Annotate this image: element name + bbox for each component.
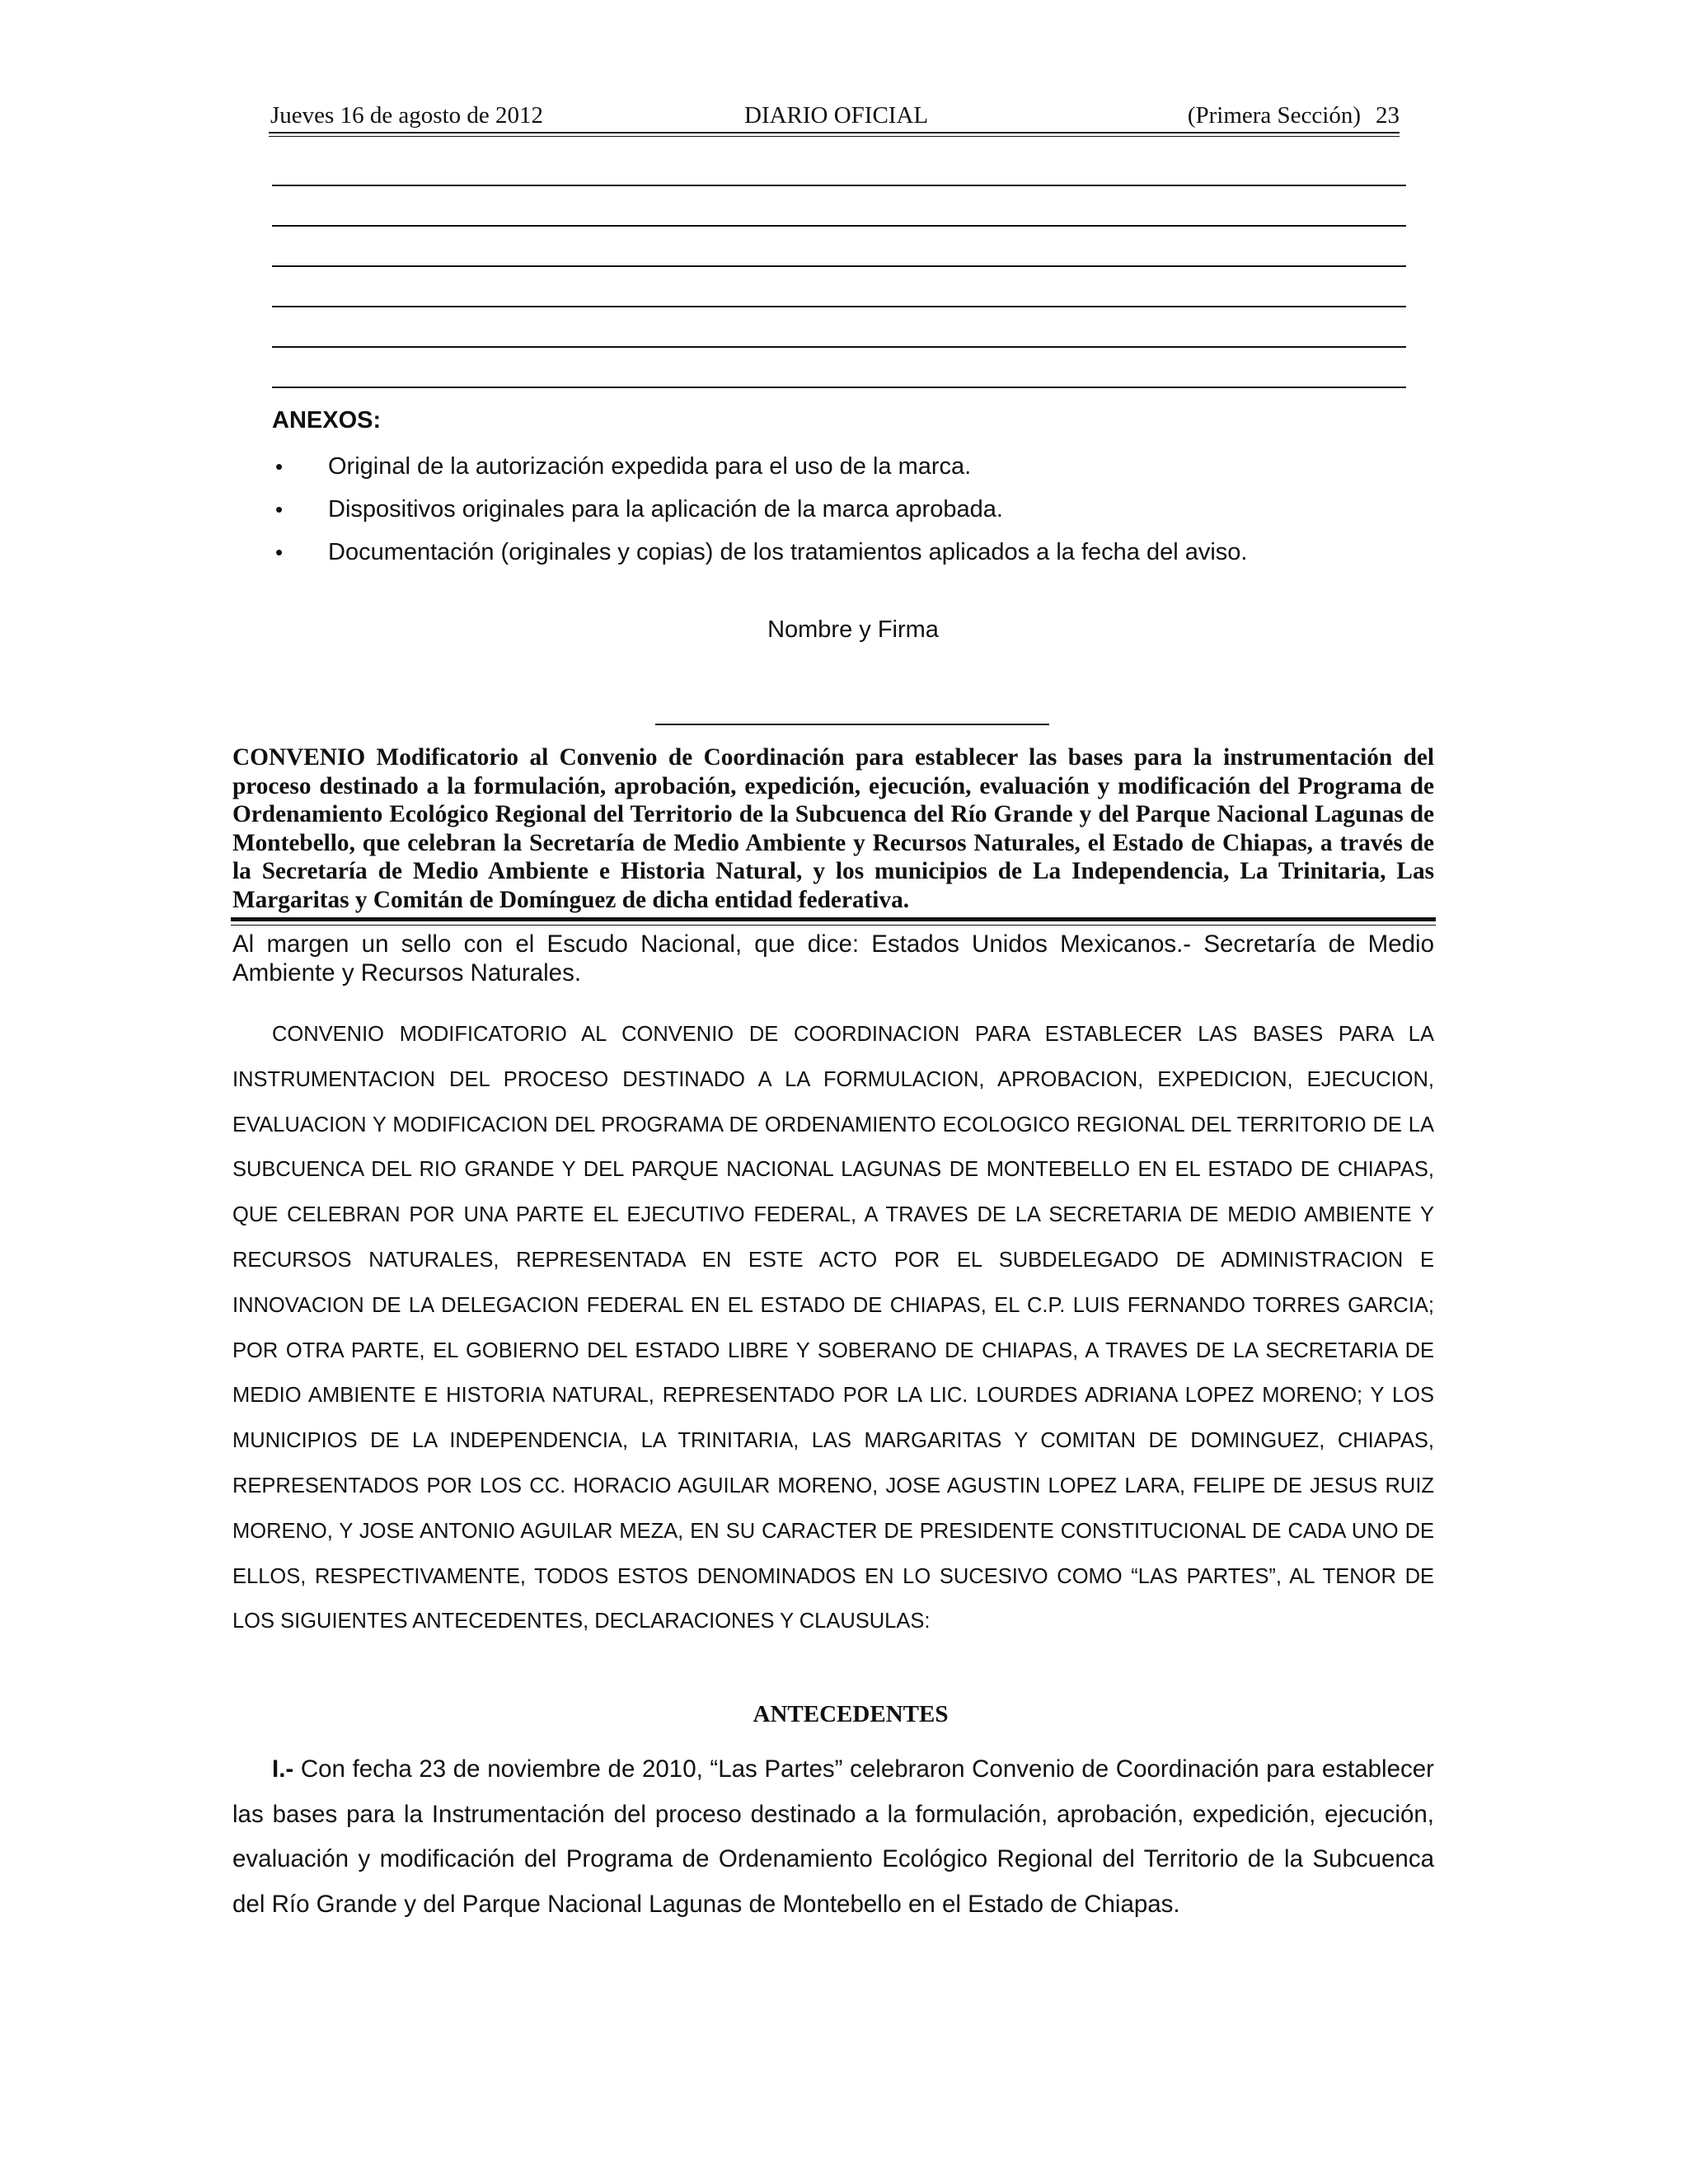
annex-text: Original de la autorización expedida para el uso de la marca.	[328, 453, 972, 480]
blank-line	[272, 346, 1406, 348]
title-rule-thick	[231, 917, 1436, 921]
section-separator	[655, 724, 1049, 725]
header-rule	[269, 132, 1400, 137]
annex-text: Documentación (originales y copias) de los tratamientos aplicados a la fecha del aviso.	[328, 539, 1248, 565]
title-rule-thin	[231, 925, 1436, 926]
list-item	[272, 445, 1409, 488]
annexes-list	[272, 445, 1409, 574]
antecedente-text: Con fecha 23 de noviembre de 2010, “Las Partes” celebraron Convenio de Coordinación para establecer las bases para la Instrumentación del proceso destinado a la formulación, aprobación, expedición, ejecución, evaluación y modificación del Programa de Ordenamiento Ecológico Regional del Territorio de la Subcuenca del Río Grande y del Parque Nacional Lagunas de Montebello en el Estado de Chiapas.	[232, 1755, 1434, 1918]
annexes-title: ANEXOS:	[272, 407, 382, 434]
bullet-icon: •	[275, 497, 284, 522]
header-section	[1188, 97, 1400, 134]
signature-label: Nombre y Firma	[767, 616, 939, 643]
antecedente-number: I.-	[272, 1755, 294, 1783]
blank-line	[272, 306, 1406, 307]
antecedentes-heading: ANTECEDENTES	[753, 1701, 949, 1727]
page-number: 23	[1376, 102, 1400, 129]
blank-line	[272, 225, 1406, 227]
convenio-body: CONVENIO MODIFICATORIO AL CONVENIO DE COORDINACION PARA ESTABLECER LAS BASES PARA LA INSTRUMENTACION DEL PROCESO DESTINADO A LA FORMULACION, APROBACION, EXPEDICION, EJECUCION, EVALUACION Y MODIFICACION DEL PROGRAMA DE ORDENAMIENTO ECOLOGICO REGIONAL DEL TERRITORIO DE LA SUBCUENCA DEL RIO GRANDE Y DEL PARQUE NACIONAL LAGUNAS DE MONTEBELLO EN EL ESTADO DE CHIAPAS, QUE CELEBRAN POR UNA PARTE EL EJECUTIVO FEDERAL, A TRAVES DE LA SECRETARIA DE MEDIO AMBIENTE Y RECURSOS NATURALES, REPRESENTADA EN ESTE ACTO POR EL SUBDELEGADO DE ADMINISTRACION E INNOVACION DE LA DELEGACION FEDERAL EN EL ESTADO DE CHIAPAS, EL C.P. LUIS FERNANDO TORRES GARCIA; POR OTRA PARTE, EL GOBIERNO DEL ESTADO LIBRE Y SOBERANO DE CHIAPAS, A TRAVES DE LA SECRETARIA DE MEDIO AMBIENTE E HISTORIA NATURAL, REPRESENTADO POR LA LIC. LOURDES ADRIANA LOPEZ MORENO; Y LOS MUNICIPIOS DE LA INDEPENDENCIA, LA TRINITARIA, LAS MARGARITAS Y COMITAN DE DOMINGUEZ, CHIAPAS, REPRESENTADOS POR LOS CC. HORACIO AGUILAR MORENO, JOSE AGUSTIN LOPEZ LARA, FELIPE DE JESUS RUIZ MORENO, Y JOSE ANTONIO AGUILAR MEZA, EN SU CARACTER DE PRESIDENTE CONSTITUCIONAL DE CADA UNO DE ELLOS, RESPECTIVAMENTE, TODOS ESTOS DENOMINADOS EN LO SUCESIVO COMO “LAS PARTES”, AL TENOR DE LOS SIGUIENTES ANTECEDENTES, DECLARACIONES Y CLAUSULAS:	[232, 1023, 1434, 1633]
bullet-icon: •	[275, 540, 284, 565]
margin-note: Al margen un sello con el Escudo Nacional, que dice: Estados Unidos Mexicanos.- Secretaría de Medio Ambiente y Recursos Naturales.	[232, 930, 1434, 987]
header-publication: DIARIO OFICIAL	[744, 102, 929, 129]
header-date: Jueves 16 de agosto de 2012	[270, 102, 544, 129]
running-header	[270, 97, 1400, 134]
list-item	[272, 488, 1409, 531]
bullet-icon: •	[275, 454, 284, 479]
blank-line	[272, 265, 1406, 267]
decree-title: CONVENIO Modificatorio al Convenio de Coordinación para establecer las bases para la instrumentación del proceso destinado a la formulación, aprobación, expedición, ejecución, evaluación y modificación del Programa de Ordenamiento Ecológico Regional del Territorio de la Subcuenca del Río Grande y del Parque Nacional Lagunas de Montebello, que celebran la Secretaría de Medio Ambiente y Recursos Naturales, el Estado de Chiapas, a través de la Secretaría de Medio Ambiente e Historia Natural, y los municipios de La Independencia, La Trinitaria, Las Margaritas y Comitán de Domínguez de dicha entidad federativa.	[232, 744, 1434, 913]
annex-text: Dispositivos originales para la aplicación de la marca aprobada.	[328, 496, 1003, 523]
blank-line	[272, 387, 1406, 388]
blank-line	[272, 185, 1406, 186]
antecedente-paragraph	[232, 1747, 1434, 1927]
list-item	[272, 531, 1409, 574]
header-section-label: (Primera Sección)	[1187, 102, 1361, 129]
